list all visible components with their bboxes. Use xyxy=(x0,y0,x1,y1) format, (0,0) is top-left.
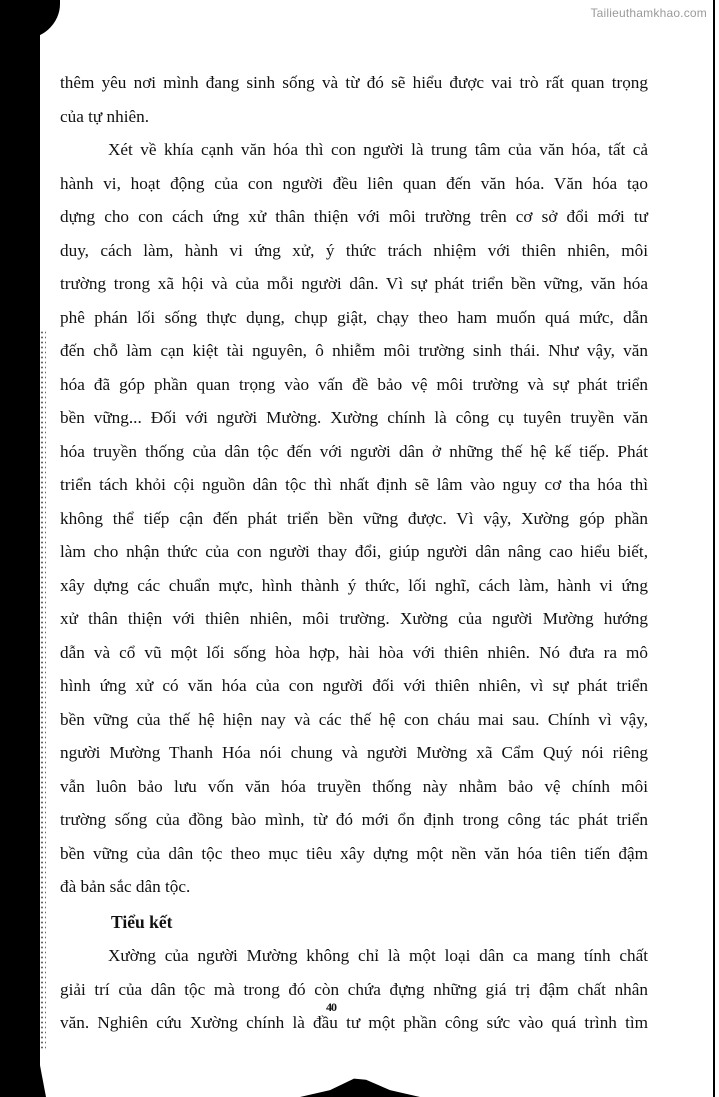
text-line: trường trong xã hội và của mỗi người dân. Vì sự phát triển bền vững, văn hóa xyxy=(60,274,648,293)
document-page xyxy=(60,66,648,1040)
text-line: người Mường Thanh Hóa nói chung và người Mường xã Cẩm Quý nói riêng xyxy=(60,743,648,762)
text-line: hóa truyền thống của dân tộc đến với người dân ở những thế hệ kế tiếp. Phát xyxy=(60,441,648,461)
scan-smudge xyxy=(300,1074,420,1097)
text-line: thêm yêu nơi mình đang sinh sống và từ đó sẽ hiểu được vai trò rất quan trọng xyxy=(60,73,648,92)
text-line: triển tách khỏi cội nguồn dân tộc thì nhất định sẽ lâm vào nguy cơ tha hóa thì xyxy=(60,475,648,494)
text-line: duy, cách làm, hành vi ứng xử, ý thức trách nhiệm với thiên nhiên, môi xyxy=(60,240,648,260)
text-line: vẫn luôn bảo lưu vốn văn hóa truyền thống này nhằm bảo vệ chính môi xyxy=(60,776,648,796)
text-line: đến chỗ làm cạn kiệt tài nguyên, ô nhiễm môi trường sinh thái. Như vậy, văn xyxy=(60,341,648,360)
text-line: Xét về khía cạnh văn hóa thì con người là trung tâm của văn hóa, tất cả xyxy=(108,140,648,159)
page-number: 40 xyxy=(326,1000,336,1014)
section-heading: Tiểu kết xyxy=(111,911,173,932)
scan-noise xyxy=(32,330,46,1050)
text-line: làm cho nhận thức của con người thay đổi, giúp người dân nâng cao hiểu biết, xyxy=(60,542,648,561)
watermark: Tailieuthamkhao.com xyxy=(590,6,707,20)
text-line: bền vững của thế hệ hiện nay và các thế hệ con cháu mai sau. Chính vì vậy, xyxy=(60,709,648,729)
text-line: hành vi, hoạt động của con người đều liên quan đến văn hóa. Văn hóa tạo xyxy=(60,173,648,193)
text-line: phê phán lối sống thực dụng, chụp giật, chạy theo ham muốn quá mức, dẫn xyxy=(60,307,648,327)
text-line: hình ứng xử có văn hóa của con người đối với thiên nhiên, vì sự phát triển xyxy=(60,676,648,695)
scan-border-corner xyxy=(0,0,60,40)
text-line: trường sống của đồng bào mình, từ đó mới ổn định trong công tác phát triển xyxy=(60,810,648,829)
text-line: hóa đã góp phần quan trọng vào vấn đề bảo vệ môi trường và sự phát triển xyxy=(60,374,648,394)
text-line: xử thân thiện với thiên nhiên, môi trường. Xường của người Mường hướng xyxy=(60,609,648,628)
text-line: bền vững của dân tộc theo mục tiêu xây dựng một nền văn hóa tiên tiến đậm xyxy=(60,843,648,863)
text-line: bền vững... Đối với người Mường. Xường chính là công cụ tuyên truyền văn xyxy=(60,408,648,427)
paragraph-3 xyxy=(60,939,648,1040)
text-line: xây dựng các chuẩn mực, hình thành ý thức, lối nghĩ, cách làm, hành vi ứng xyxy=(60,575,648,595)
text-line: dựng cho con cách ứng xử thân thiện với môi trường trên cơ sở đổi mới tư xyxy=(60,207,648,226)
text-line: văn. Nghiên cứu Xường chính là đầu tư một phần công sức vào quá trình tìm xyxy=(60,1013,648,1032)
text-line: của tự nhiên. xyxy=(60,106,150,126)
text-line: dẫn và cổ vũ một lối sống hòa hợp, hài hòa với thiên nhiên. Nó đưa ra mô xyxy=(60,642,648,662)
paragraph-1 xyxy=(60,66,648,133)
text-line: không thể tiếp cận đến phát triển bền vững được. Vì vậy, Xường góp phần xyxy=(60,508,648,528)
text-line: Xường của người Mường không chỉ là một loại dân ca mang tính chất xyxy=(108,946,648,965)
text-line: giải trí của dân tộc mà trong đó còn chứa đựng những giá trị đậm chất nhân xyxy=(60,979,648,999)
scan-border-right xyxy=(713,0,715,1097)
paragraph-2 xyxy=(60,133,648,904)
text-line: đà bản sắc dân tộc. xyxy=(60,877,191,896)
